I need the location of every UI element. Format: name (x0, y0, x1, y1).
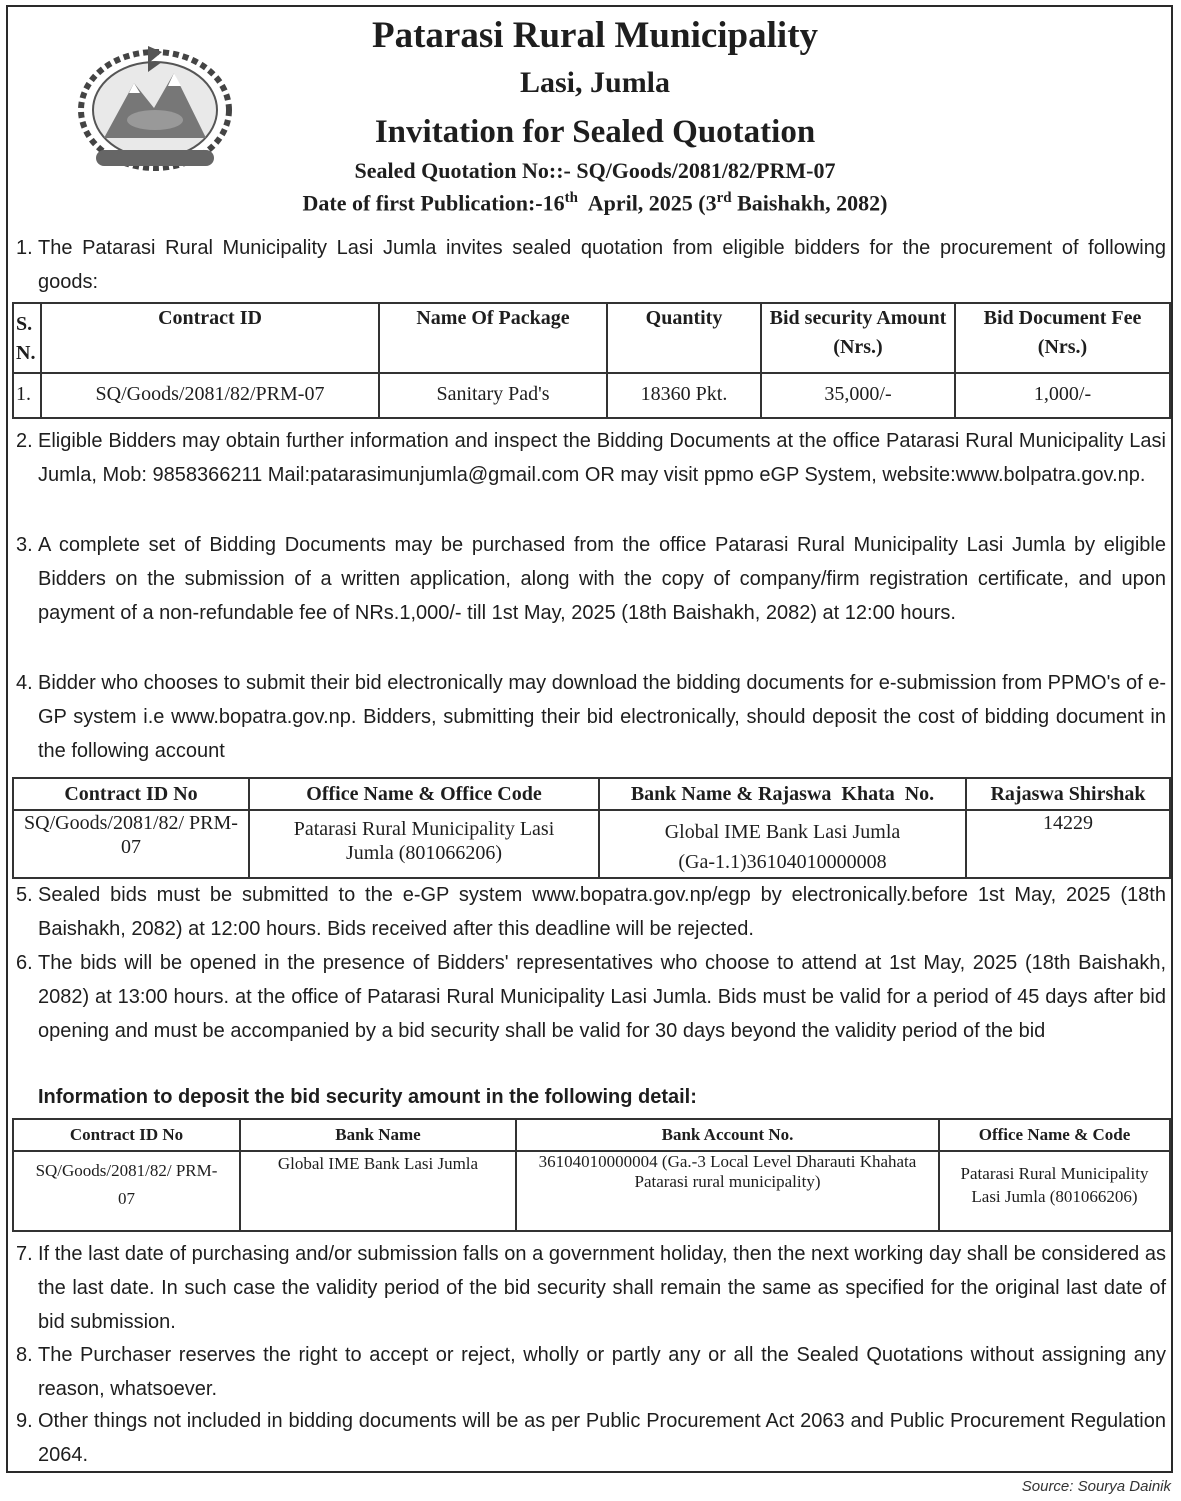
table-header-cell: Quantity (607, 303, 761, 373)
paragraph-text: A complete set of Bidding Documents may be purchased from the office Patarasi Rural Municipality Lasi Jumla by eligible Bidders on the submission of a written application, along with the copy of company/firm registration certificate, and upon payment of a non-refundable fee of NRs.1,000/- till 1st May, 2025 (18th Baishakh, 2082) at 12:00 hours. (38, 534, 1166, 624)
paragraph-number: 4. (16, 672, 33, 694)
table-cell: 36104010000004 (Ga.-3 Local Level Dharauti Khahata Patarasi rural municipality) (516, 1151, 939, 1231)
paragraph-5 (16, 878, 1166, 946)
table-cell: Patarasi Rural Municipality Lasi Jumla (801066206) (939, 1151, 1170, 1231)
table-header-cell: Contract ID No (13, 1119, 240, 1151)
publication-date-sup: th (564, 190, 578, 206)
paragraph-number: 3. (16, 534, 33, 556)
table-cell: SQ/Goods/2081/82/PRM-07 (41, 373, 379, 418)
table-cell: Patarasi Rural Municipality Lasi Jumla (801066206) (249, 810, 599, 878)
table-row (13, 373, 1170, 418)
table-cell: Sanitary Pad's (379, 373, 607, 418)
paragraph-4 (16, 666, 1166, 768)
table-cell: Global IME Bank Lasi Jumla (240, 1151, 516, 1231)
table-row (13, 1151, 1170, 1231)
paragraph-text: Bidder who chooses to submit their bid electronically may download the bidding documents for e-submission from PPMO's of e-GP system i.e www.bopatra.gov.np. Bidders, submitting their bid electronically, should deposit the cost of bidding document in the following account (38, 672, 1166, 762)
paragraph-7 (16, 1237, 1166, 1339)
table-header-cell: Bank Name (240, 1119, 516, 1151)
paragraph-8 (16, 1338, 1166, 1406)
table-header-row (13, 1119, 1170, 1151)
paragraph-text: The Purchaser reserves the right to accept or reject, wholly or partly any or all the Sealed Quotations without assigning any reason, whatsoever. (38, 1344, 1166, 1400)
table-cell: 14229 (966, 810, 1170, 878)
table-header-cell: Office Name & Office Code (249, 778, 599, 810)
publication-date (240, 190, 950, 216)
table-cell: 35,000/- (761, 373, 955, 418)
source-credit: Source: Sourya Dainik (1021, 1478, 1171, 1495)
nepal-emblem-icon (74, 38, 236, 176)
table-cell: Global IME Bank Lasi Jumla (Ga-1.1)36104010000008 (599, 810, 966, 878)
quotation-number: Sealed Quotation No::- SQ/Goods/2081/82/PRM-07 (354, 158, 836, 183)
publication-date-sup: rd (716, 190, 732, 206)
security-table (12, 1118, 1171, 1232)
table-header-cell: Bid security Amount (Nrs.) (761, 303, 955, 373)
account-table (12, 777, 1171, 879)
table-row (13, 810, 1170, 878)
table-header-cell: Name Of Package (379, 303, 607, 373)
publication-date-part: April, 2025 (3 (577, 190, 717, 216)
publication-date-part: Date of first Publication:-16 (302, 190, 565, 216)
paragraph-2 (16, 424, 1166, 492)
table-header-row (13, 778, 1170, 810)
paragraph-3 (16, 528, 1166, 630)
table-cell: SQ/Goods/2081/82/ PRM-07 (13, 810, 249, 878)
paragraph-6 (16, 946, 1166, 1048)
paragraph-number: 5. (16, 884, 33, 906)
table-cell: 1. (13, 373, 41, 418)
publication-date-part: Baishakh, 2082) (731, 190, 888, 216)
table-header-cell: Bid Document Fee (Nrs.) (955, 303, 1170, 373)
table-header-cell: Bank Account No. (516, 1119, 939, 1151)
paragraph-number: 6. (16, 952, 33, 974)
paragraph-number: 1. (16, 237, 33, 259)
paragraph-number: 9. (16, 1410, 33, 1432)
paragraph-text: If the last date of purchasing and/or submission falls on a government holiday, then the next working day shall be considered as the last date. In such case the validity period of the bid security shall remain the same as specified for the original last date of bid submission. (38, 1243, 1166, 1333)
municipality-title: Patarasi Rural Municipality (371, 15, 819, 56)
table-header-cell: Rajaswa Shirshak (966, 778, 1170, 810)
paragraph-number: 7. (16, 1243, 33, 1265)
table-header-cell: Contract ID No (13, 778, 249, 810)
paragraph-number: 8. (16, 1344, 33, 1366)
paragraph-text: Eligible Bidders may obtain further information and inspect the Bidding Documents at the office Patarasi Rural Municipality Lasi Jumla, Mob: 9858366211 Mail:patarasimunjumla@gmail.com OR may visit ppmo eGP System, website:www.bolpatra.gov.np. (38, 430, 1166, 486)
table-header-cell: Bank Name & Rajaswa Khata No. (599, 778, 966, 810)
paragraph-text: Other things not included in bidding documents will be as per Public Procurement Act 2063 and Public Procurement Regulation 2064. (38, 1410, 1166, 1466)
goods-table (12, 302, 1171, 419)
table-header-cell: Contract ID (41, 303, 379, 373)
table-cell: SQ/Goods/2081/82/ PRM-07 (13, 1151, 240, 1231)
table-header-cell: Office Name & Code (939, 1119, 1170, 1151)
paragraph-text: The Patarasi Rural Municipality Lasi Jumla invites sealed quotation from eligible bidders for the procurement of following goods: (38, 237, 1166, 293)
paragraph-number: 2. (16, 430, 33, 452)
table-cell: 18360 Pkt. (607, 373, 761, 418)
paragraph-9 (16, 1404, 1166, 1472)
paragraph-text: Sealed bids must be submitted to the e-GP system www.bopatra.gov.np/egp by electronically.before 1st May, 2025 (18th Baishakh, 2082) at 12:00 hours. Bids received after this deadline will be rejected. (38, 884, 1166, 940)
table-header-row (13, 303, 1170, 373)
paragraph-text: The bids will be opened in the presence of Bidders' representatives who choose to attend at 1st May, 2025 (18th Baishakh, 2082) at 13:00 hours. at the office of Patarasi Rural Municipality Lasi Jumla. Bids must be valid for a period of 45 days after bid opening and must be accompanied by a bid security shall be valid for 30 days beyond the validity period of the bid (38, 952, 1166, 1042)
notice-title: Invitation for Sealed Quotation (374, 114, 816, 150)
paragraph-1 (16, 231, 1166, 299)
table-cell: 1,000/- (955, 373, 1170, 418)
deposit-heading: Information to deposit the bid security amount in the following detail: (38, 1086, 697, 1108)
location-subtitle: Lasi, Jumla (519, 66, 671, 99)
table-header-cell: S. N. (13, 303, 41, 373)
